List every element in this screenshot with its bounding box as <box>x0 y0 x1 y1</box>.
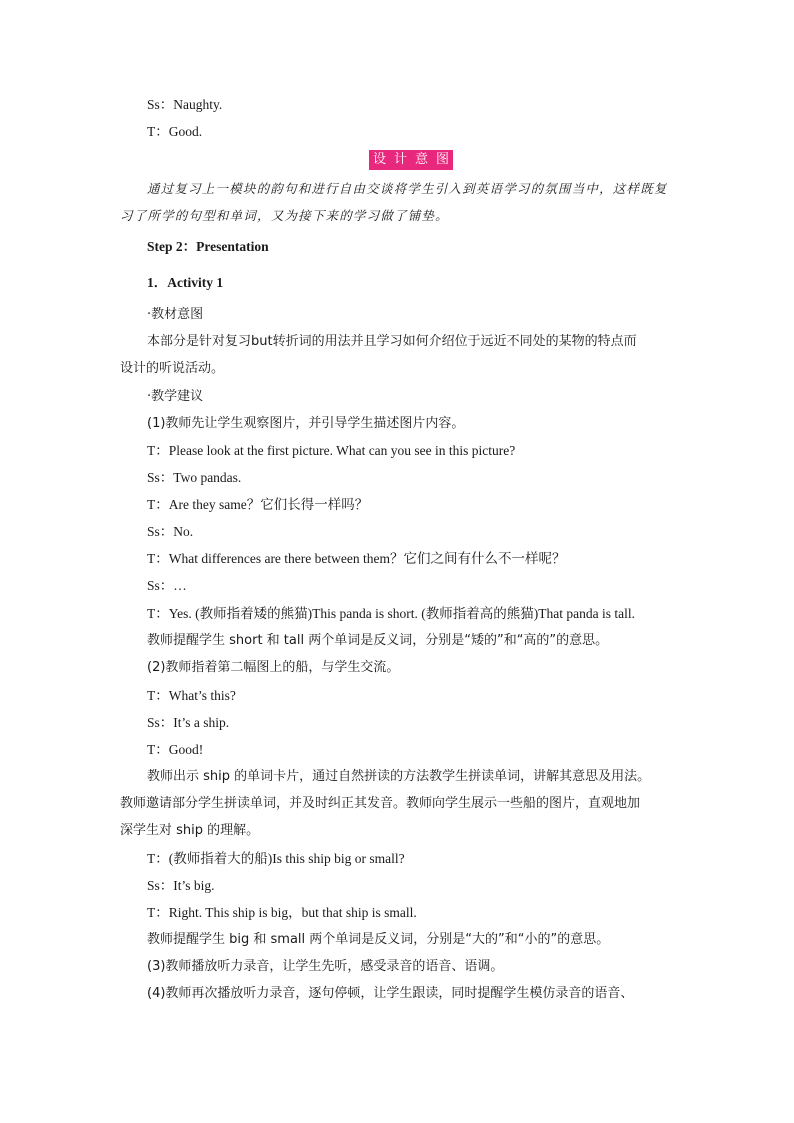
dialogue-line: Ss：Naughty. <box>147 97 223 112</box>
dialogue-line: T：Are they same？它们长得一样吗？ <box>147 497 369 512</box>
dialogue-line: T：What’s this? <box>147 688 236 703</box>
activity-heading: 1．Activity 1 <box>147 275 224 290</box>
dialogue-line: Ss：No. <box>147 524 194 539</box>
dialogue-line: Ss：It’s a ship. <box>147 715 230 730</box>
design-intent-char: 计 <box>390 150 411 170</box>
paragraph-line: 教师邀请部分学生拼读单词，并及时纠正其发音。教师向学生展示一些船的图片，直观地加 <box>120 796 641 811</box>
subheading: ·教学建议 <box>147 389 204 404</box>
paragraph-line: 设计的听说活动。 <box>120 361 225 376</box>
design-intent-text: 通过复习上一模块的韵句和进行自由交谈将学生引入到英语学习的氛围当中，这样既复 <box>147 181 668 196</box>
paragraph-line: 教师提醒学生 big 和 small 两个单词是反义词，分别是“大的”和“小的”的意思。 <box>147 932 610 947</box>
design-intent-char: 图 <box>432 150 453 170</box>
paragraph-line: 教师出示 ship 的单词卡片，通过自然拼读的方法教学生拼读单词，讲解其意思及用法。 <box>147 769 651 784</box>
design-intent-text: 习了所学的句型和单词，又为接下来的学习做了铺垫。 <box>120 208 449 223</box>
dialogue-line: T：Good! <box>147 742 204 757</box>
dialogue-line: Ss：… <box>147 578 187 593</box>
section-heading: Step 2：Presentation <box>147 239 269 254</box>
design-intent-char: 意 <box>411 150 432 170</box>
dialogue-line: T：Good. <box>147 124 203 139</box>
paragraph-line: (4)教师再次播放听力录音，逐句停顿，让学生跟读，同时提醒学生模仿录音的语音、 <box>147 986 634 1001</box>
paragraph-line: (2)教师指着第二幅图上的船，与学生交流。 <box>147 660 400 675</box>
dialogue-line: T：(教师指着大的船)Is this ship big or small? <box>147 851 405 866</box>
subheading: ·教材意图 <box>147 307 204 322</box>
paragraph-line: 本部分是针对复习but转折词的用法并且学习如何介绍位于远近不同处的某物的特点而 <box>147 334 637 349</box>
dialogue-line: T：What differences are there between them？它们之间有什么不一样呢？ <box>147 551 566 566</box>
dialogue-line: T：Right. This ship is big，but that ship is small. <box>147 905 417 920</box>
paragraph-line: (1)教师先让学生观察图片，并引导学生描述图片内容。 <box>147 416 465 431</box>
dialogue-line: T：Yes. (教师指着矮的熊猫)This panda is short. (教师指着高的熊猫)That panda is tall. <box>147 606 635 621</box>
paragraph-line: 教师提醒学生 short 和 tall 两个单词是反义词，分别是“矮的”和“高的”的意思。 <box>147 633 609 648</box>
paragraph-line: 深学生对 ship 的理解。 <box>120 823 260 838</box>
paragraph-line: (3)教师播放听力录音，让学生先听，感受录音的语音、语调。 <box>147 959 504 974</box>
dialogue-line: T：Please look at the first picture. What can you see in this picture? <box>147 443 516 458</box>
dialogue-line: Ss：It’s big. <box>147 878 215 893</box>
design-intent-badge <box>369 150 453 170</box>
dialogue-line: Ss：Two pandas. <box>147 470 242 485</box>
design-intent-char: 设 <box>369 150 390 170</box>
